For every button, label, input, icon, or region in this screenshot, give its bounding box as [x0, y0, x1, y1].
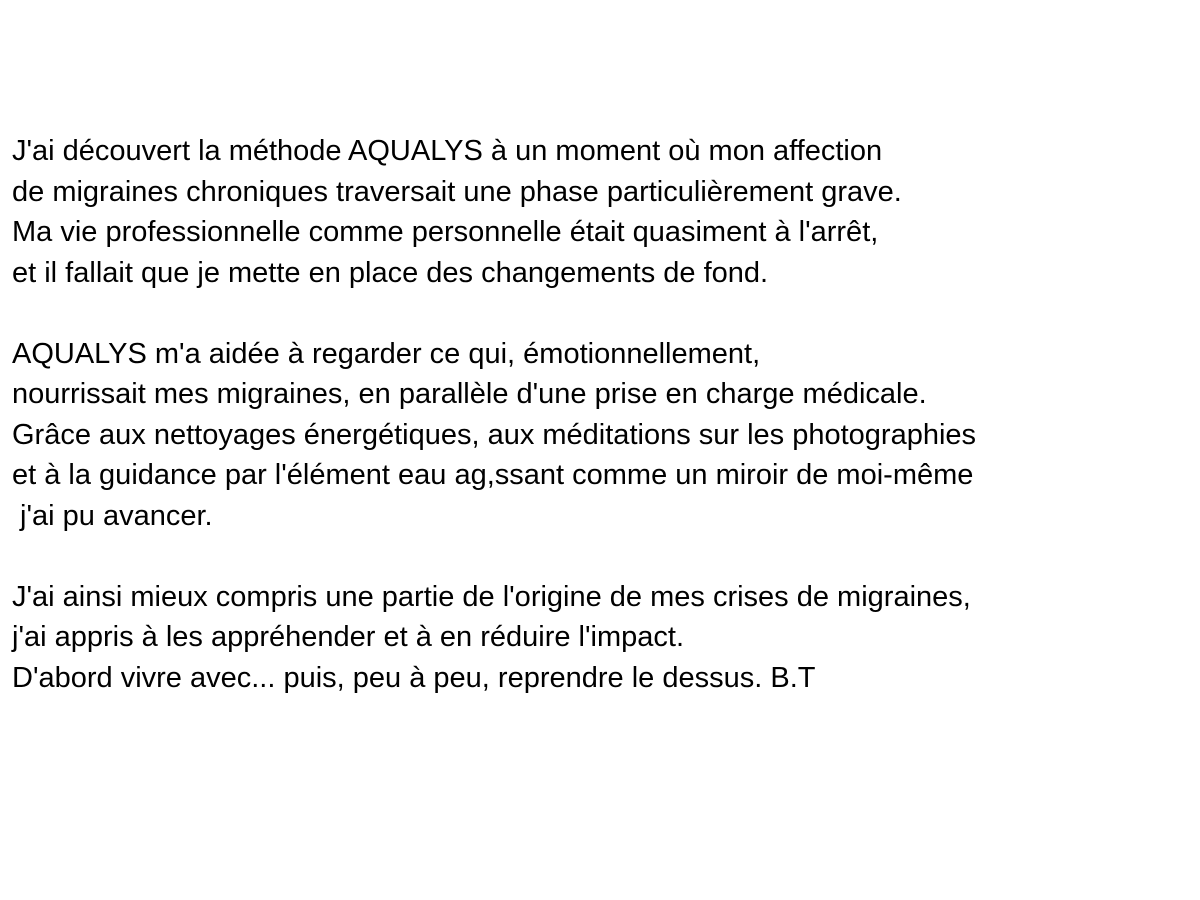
text-line: J'ai découvert la méthode AQUALYS à un moment où mon affection: [12, 135, 883, 167]
paragraph-discovery: [12, 131, 1200, 293]
text-line: nourrissait mes migraines, en parallèle d'une prise en charge médicale.: [12, 378, 927, 410]
text-line: j'ai appris à les appréhender et à en réduire l'impact.: [12, 621, 685, 653]
text-line: de migraines chroniques traversait une phase particulièrement grave.: [12, 175, 902, 208]
text-line: et il fallait que je mette en place des changements de fond.: [12, 256, 769, 289]
text-line: et à la guidance par l'élément eau ag,ssant comme un miroir de moi-même: [12, 459, 974, 491]
text-line: J'ai ainsi mieux compris une partie de l'origine de mes crises de migraines,: [12, 580, 971, 613]
text-line: j'ai pu avancer.: [12, 499, 213, 532]
paragraph-outcome: [12, 577, 1200, 699]
text-line: Ma vie professionnelle comme personnelle était quasiment à l'arrêt,: [12, 216, 879, 248]
text-line: Grâce aux nettoyages énergétiques, aux méditations sur les photographies: [12, 418, 977, 451]
paragraph-method: [12, 334, 1200, 537]
signature-line: D'abord vivre avec... puis, peu à peu, reprendre le dessus. B.T: [12, 661, 816, 694]
text-line: AQUALYS m'a aidée à regarder ce qui, émotionnellement,: [12, 337, 761, 370]
